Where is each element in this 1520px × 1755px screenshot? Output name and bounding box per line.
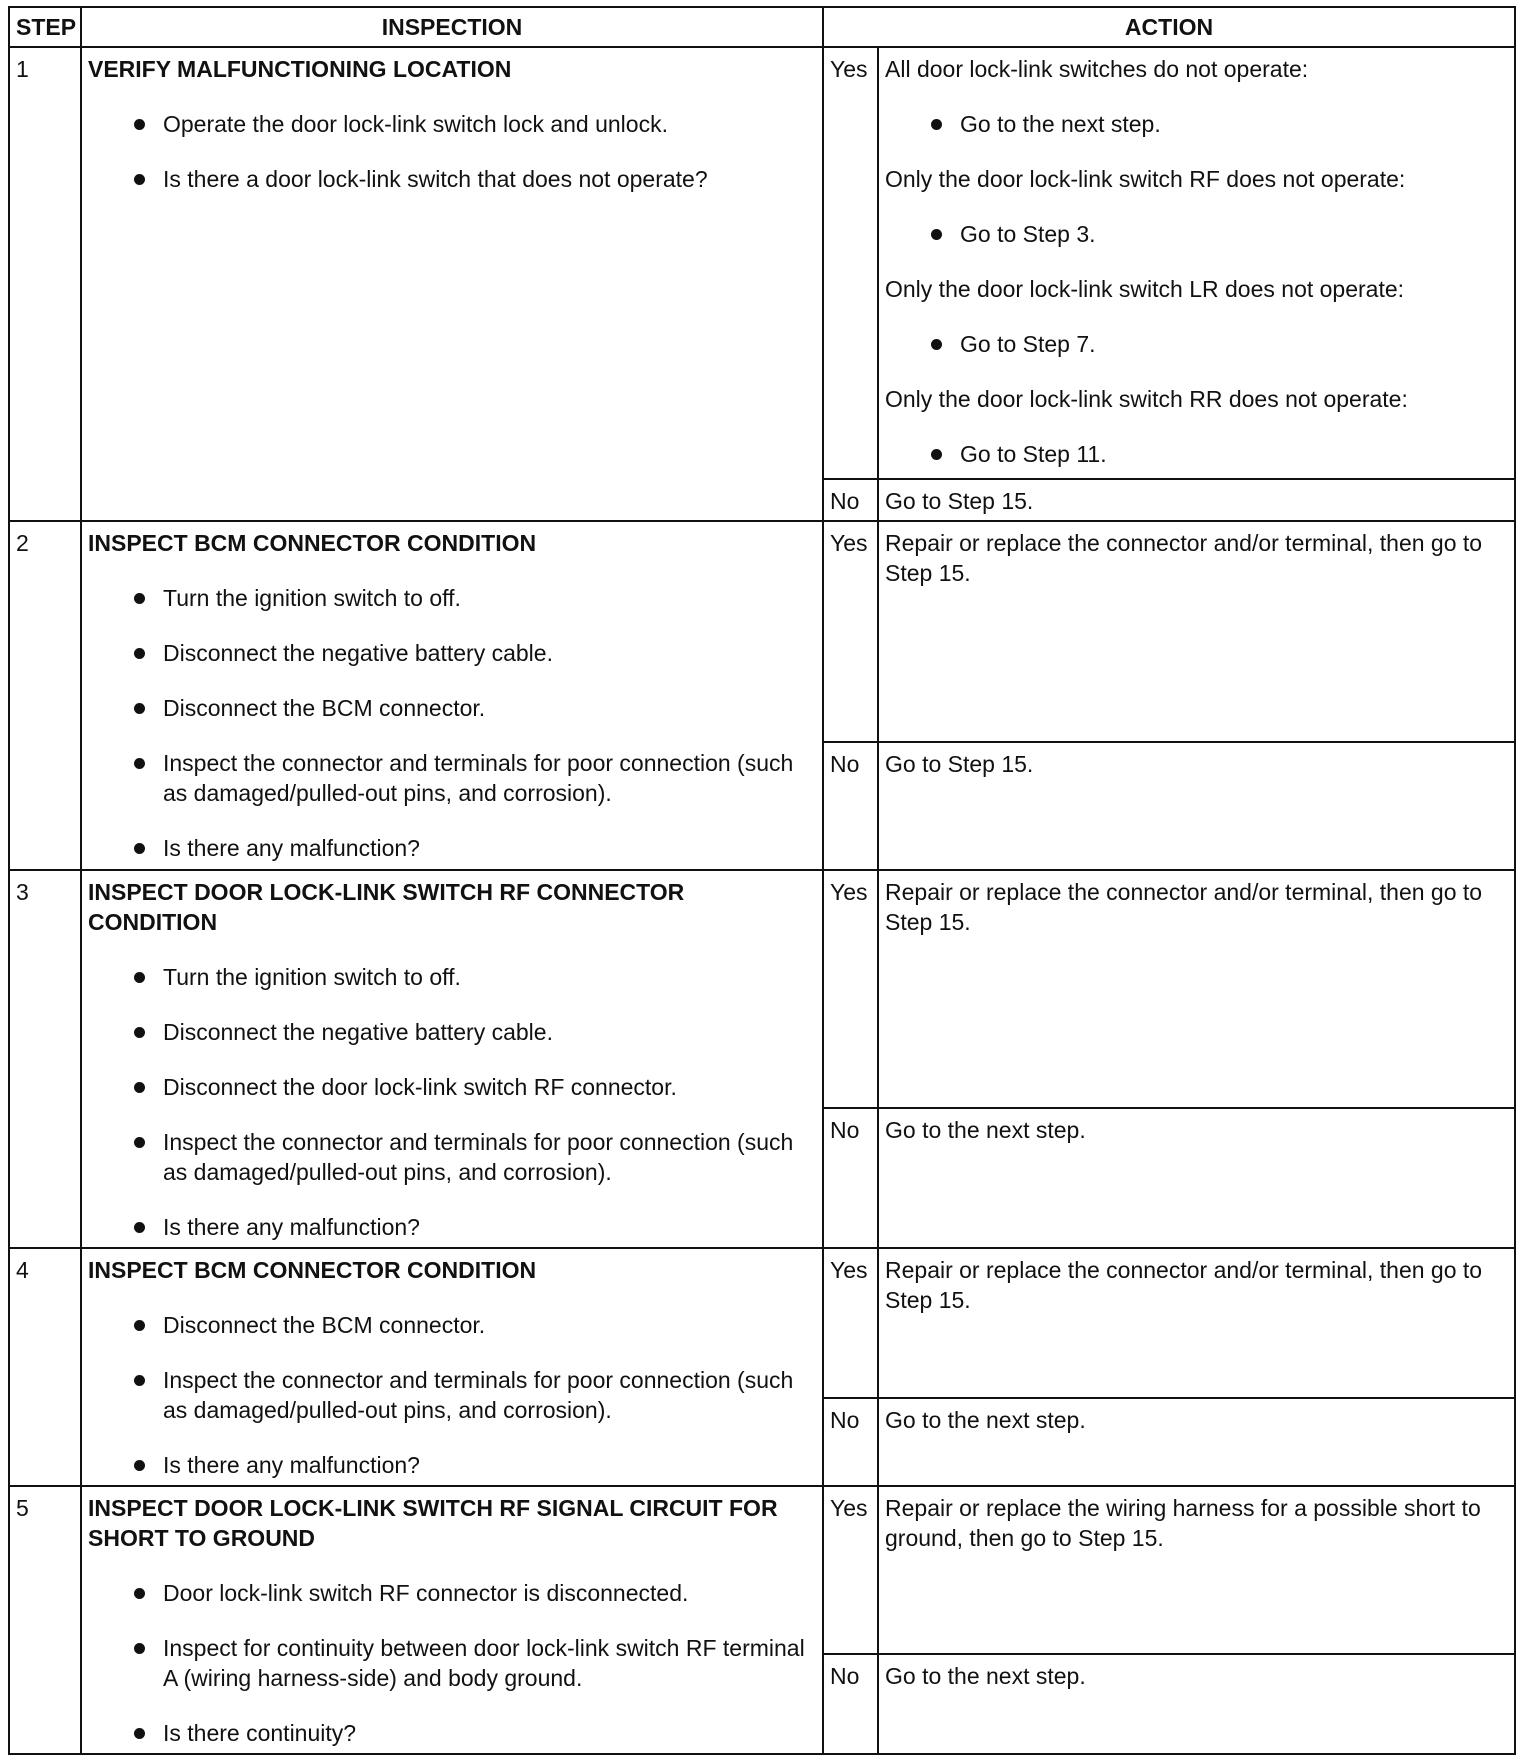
step-title: INSPECT BCM CONNECTOR CONDITION <box>88 530 537 556</box>
step-title: VERIFY MALFUNCTIONING LOCATION <box>88 56 512 82</box>
inspection-bullet: Turn the ignition switch to off. <box>88 583 816 613</box>
inspection-cell <box>81 870 823 1248</box>
table-row <box>9 870 1515 1108</box>
header-action: ACTION <box>823 7 1515 47</box>
inspection-bullet: Is there a door lock-link switch that does not operate? <box>88 164 816 194</box>
inspection-bullet: Disconnect the BCM connector. <box>88 693 816 723</box>
action-bullet: Go to the next step. <box>885 109 1508 139</box>
action-condition: All door lock-link switches do not operate: <box>885 56 1309 82</box>
inspection-bullet: Is there any malfunction? <box>88 1212 816 1242</box>
no-action: Go to Step 15. <box>878 742 1515 870</box>
action-bullet: Go to Step 11. <box>885 439 1508 469</box>
table-row <box>9 47 1515 479</box>
step-title: INSPECT DOOR LOCK-LINK SWITCH RF CONNECTOR CONDITION <box>88 879 685 935</box>
inspection-bullet: Is there continuity? <box>88 1718 816 1748</box>
inspection-bullet: Is there any malfunction? <box>88 1450 816 1480</box>
inspection-bullet: Is there any malfunction? <box>88 833 816 863</box>
yes-label: Yes <box>823 870 878 1108</box>
no-action: Go to the next step. <box>878 1654 1515 1754</box>
inspection-cell <box>81 47 823 521</box>
no-label: No <box>823 479 878 521</box>
step-number: 2 <box>9 521 81 870</box>
inspection-bullet: Inspect for continuity between door lock-link switch RF terminal A (wiring harness-side) and body ground. <box>88 1633 816 1693</box>
action-condition: Only the door lock-link switch LR does not operate: <box>885 276 1405 302</box>
yes-label: Yes <box>823 521 878 742</box>
no-action: Go to Step 15. <box>878 479 1515 521</box>
yes-action: Repair or replace the wiring harness for a possible short to ground, then go to Step 15. <box>878 1486 1515 1654</box>
step-number: 5 <box>9 1486 81 1754</box>
inspection-bullet: Disconnect the negative battery cable. <box>88 1017 816 1047</box>
step-title: INSPECT DOOR LOCK-LINK SWITCH RF SIGNAL CIRCUIT FOR SHORT TO GROUND <box>88 1495 778 1551</box>
diagnostic-table <box>8 6 1516 1755</box>
inspection-bullet: Door lock-link switch RF connector is disconnected. <box>88 1578 816 1608</box>
yes-action <box>878 47 1515 479</box>
inspection-cell <box>81 521 823 870</box>
no-label: No <box>823 1654 878 1754</box>
inspection-bullet: Disconnect the door lock-link switch RF connector. <box>88 1072 816 1102</box>
action-bullet: Go to Step 3. <box>885 219 1508 249</box>
inspection-cell <box>81 1248 823 1486</box>
no-label: No <box>823 742 878 870</box>
no-label: No <box>823 1108 878 1248</box>
step-number: 3 <box>9 870 81 1248</box>
yes-action: Repair or replace the connector and/or terminal, then go to Step 15. <box>878 870 1515 1108</box>
inspection-bullet: Inspect the connector and terminals for poor connection (such as damaged/pulled-out pins, and corrosion). <box>88 1365 816 1425</box>
yes-label: Yes <box>823 1486 878 1654</box>
yes-label: Yes <box>823 47 878 479</box>
header-step: STEP <box>9 7 81 47</box>
inspection-bullet: Inspect the connector and terminals for poor connection (such as damaged/pulled-out pins, and corrosion). <box>88 748 816 808</box>
yes-action: Repair or replace the connector and/or terminal, then go to Step 15. <box>878 521 1515 742</box>
inspection-bullet: Disconnect the negative battery cable. <box>88 638 816 668</box>
table-row <box>9 1248 1515 1398</box>
action-bullet: Go to Step 7. <box>885 329 1508 359</box>
table-row <box>9 521 1515 742</box>
inspection-bullet: Turn the ignition switch to off. <box>88 962 816 992</box>
no-action: Go to the next step. <box>878 1108 1515 1248</box>
yes-action: Repair or replace the connector and/or terminal, then go to Step 15. <box>878 1248 1515 1398</box>
header-inspection: INSPECTION <box>81 7 823 47</box>
yes-label: Yes <box>823 1248 878 1398</box>
table-row <box>9 1486 1515 1654</box>
inspection-cell <box>81 1486 823 1754</box>
step-title: INSPECT BCM CONNECTOR CONDITION <box>88 1257 537 1283</box>
inspection-bullet: Disconnect the BCM connector. <box>88 1310 816 1340</box>
inspection-bullet: Inspect the connector and terminals for poor connection (such as damaged/pulled-out pins, and corrosion). <box>88 1127 816 1187</box>
action-condition: Only the door lock-link switch RR does not operate: <box>885 386 1408 412</box>
no-label: No <box>823 1398 878 1486</box>
inspection-bullet: Operate the door lock-link switch lock and unlock. <box>88 109 816 139</box>
no-action: Go to the next step. <box>878 1398 1515 1486</box>
header-row <box>9 7 1515 47</box>
step-number: 1 <box>9 47 81 521</box>
action-condition: Only the door lock-link switch RF does not operate: <box>885 166 1406 192</box>
step-number: 4 <box>9 1248 81 1486</box>
